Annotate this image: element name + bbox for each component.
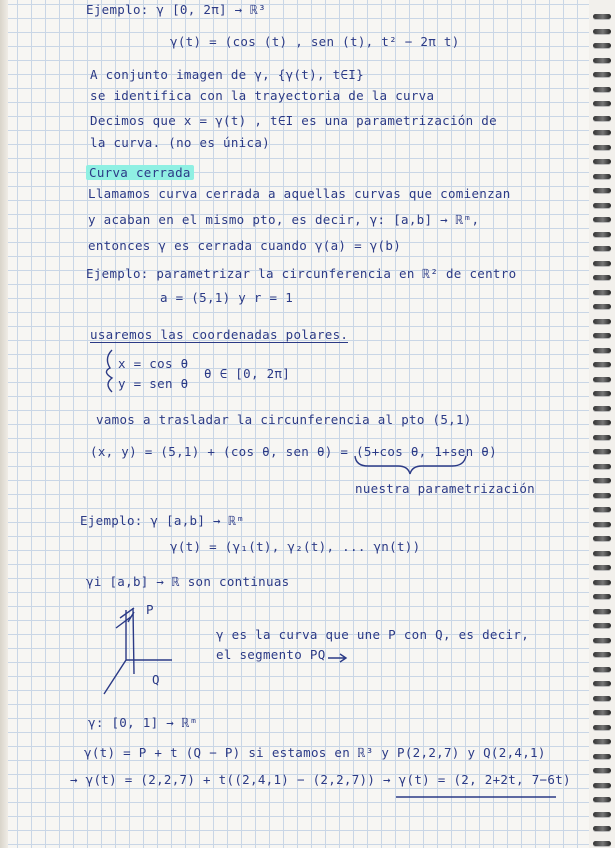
segment-pq [133,608,134,674]
spiral-ring [593,783,611,788]
spiral-ring [593,565,611,570]
spiral-ring [593,493,611,498]
spiral-binding [589,0,615,848]
spiral-ring [593,72,611,77]
left-brace [106,350,112,392]
spiral-ring [593,797,611,802]
spiral-ring [593,551,611,556]
segment-domain: γ: [0, 1] → ℝᵐ [88,715,198,730]
point-p-label: P [146,602,154,617]
example-2-title: Ejemplo: parametrizar la circunferencia en ℝ² de centro [86,266,517,281]
label-our-parametrization: nuestra parametrización [355,481,535,496]
example-1-gamma: γ(t) = (cos (t) , sen (t), t² − 2π t) [170,34,460,49]
spiral-ring [593,58,611,63]
spiral-ring [593,681,611,686]
spiral-ring [593,536,611,541]
spiral-ring [593,725,611,730]
spiral-ring [593,261,611,266]
spiral-ring [593,246,611,251]
spiral-ring [593,580,611,585]
heading-closed-curve: Curva cerrada [86,165,194,180]
spiral-ring [593,101,611,106]
spiral-ring [593,43,611,48]
text-trajectory: se identifica con la trayectoria de la curva [90,88,435,103]
spiral-ring [593,696,611,701]
spiral-ring [593,87,611,92]
segment-result: → γ(t) = (2,2,7) + t((2,4,1) − (2,2,7)) → γ(t) = (2, 2+2t, 7−6t) [70,772,571,787]
point-q-label: Q [152,672,160,687]
text-closed-def-3: entonces γ es cerrada cuando γ(a) = γ(b) [88,238,402,253]
segment-formula: γ(t) = P + t (Q − P) si estamos en ℝ³ y P(2,2,7) y Q(2,4,1) [84,745,546,760]
text-segment-2: el segmento PQ [216,647,326,662]
spiral-ring [593,710,611,715]
spiral-ring [593,609,611,614]
text-continuous: γi [a,b] → ℝ son continuas [86,574,290,589]
translation-equation: (x, y) = (5,1) + (cos θ, sen θ) = (5+cos θ, 1+sen θ) [90,444,497,459]
polar-theta-range: θ ∈ [0, 2π] [204,366,291,381]
spiral-ring [593,594,611,599]
spiral-ring [593,275,611,280]
spiral-ring [593,29,611,34]
text-image-set: A conjunto imagen de γ, {γ(t), t∈I} [90,67,364,82]
text-parametrization: Decimos que x = γ(t) , t∈I es una parametrización de [90,113,497,128]
underbrace [355,456,466,474]
example-3-title: Ejemplo: γ [a,b] → ℝᵐ [80,513,245,528]
spiral-ring [593,391,611,396]
example-2-center: a = (5,1) y r = 1 [160,290,294,305]
polar-y: y = sen θ [118,376,189,391]
spiral-ring [593,623,611,628]
spiral-ring [593,667,611,672]
text-segment-1: γ es la curva que une P con Q, es decir, [216,627,530,642]
spiral-ring [593,304,611,309]
spiral-ring [593,812,611,817]
spiral-ring [593,217,611,222]
spiral-ring [593,145,611,150]
spiral-ring [593,232,611,237]
spiral-ring [593,478,611,483]
spiral-ring [593,449,611,454]
axis-hatch [116,608,134,628]
spiral-ring [593,290,611,295]
spiral-ring [593,319,611,324]
spiral-ring [593,739,611,744]
spiral-ring [593,420,611,425]
spiral-ring [593,768,611,773]
text-closed-def-2: y acaban en el mismo pto, es decir, γ: [a,b] → ℝᵐ, [88,212,480,227]
text-closed-def-1: Llamamos curva cerrada a aquellas curvas que comienzan [88,186,511,201]
spiral-ring [593,188,611,193]
spiral-ring [593,362,611,367]
text-not-unique: la curva. (no es única) [90,135,270,150]
spiral-ring [593,826,611,831]
spiral-ring [593,333,611,338]
vector-arrow [328,654,346,662]
spiral-ring [593,377,611,382]
spiral-ring [593,14,611,19]
spiral-ring [593,406,611,411]
spiral-ring [593,174,611,179]
spiral-ring [593,652,611,657]
spiral-ring [593,638,611,643]
spiral-ring [593,464,611,469]
example-3-gamma: γ(t) = (γ₁(t), γ₂(t), ... γn(t)) [170,539,421,554]
spiral-ring [593,754,611,759]
spiral-ring [593,841,611,846]
spiral-ring [593,159,611,164]
spiral-ring [593,522,611,527]
spiral-ring [593,348,611,353]
spiral-ring [593,116,611,121]
spiral-ring [593,203,611,208]
text-polar: usaremos las coordenadas polares. [90,327,349,342]
spiral-ring [593,435,611,440]
text-translate: vamos a trasladar la circunferencia al pto (5,1) [96,412,472,427]
spiral-ring [593,507,611,512]
example-1-title: Ejemplo: γ [0, 2π] → ℝ³ [86,2,266,17]
polar-x: x = cos θ [118,356,189,371]
spiral-ring [593,130,611,135]
